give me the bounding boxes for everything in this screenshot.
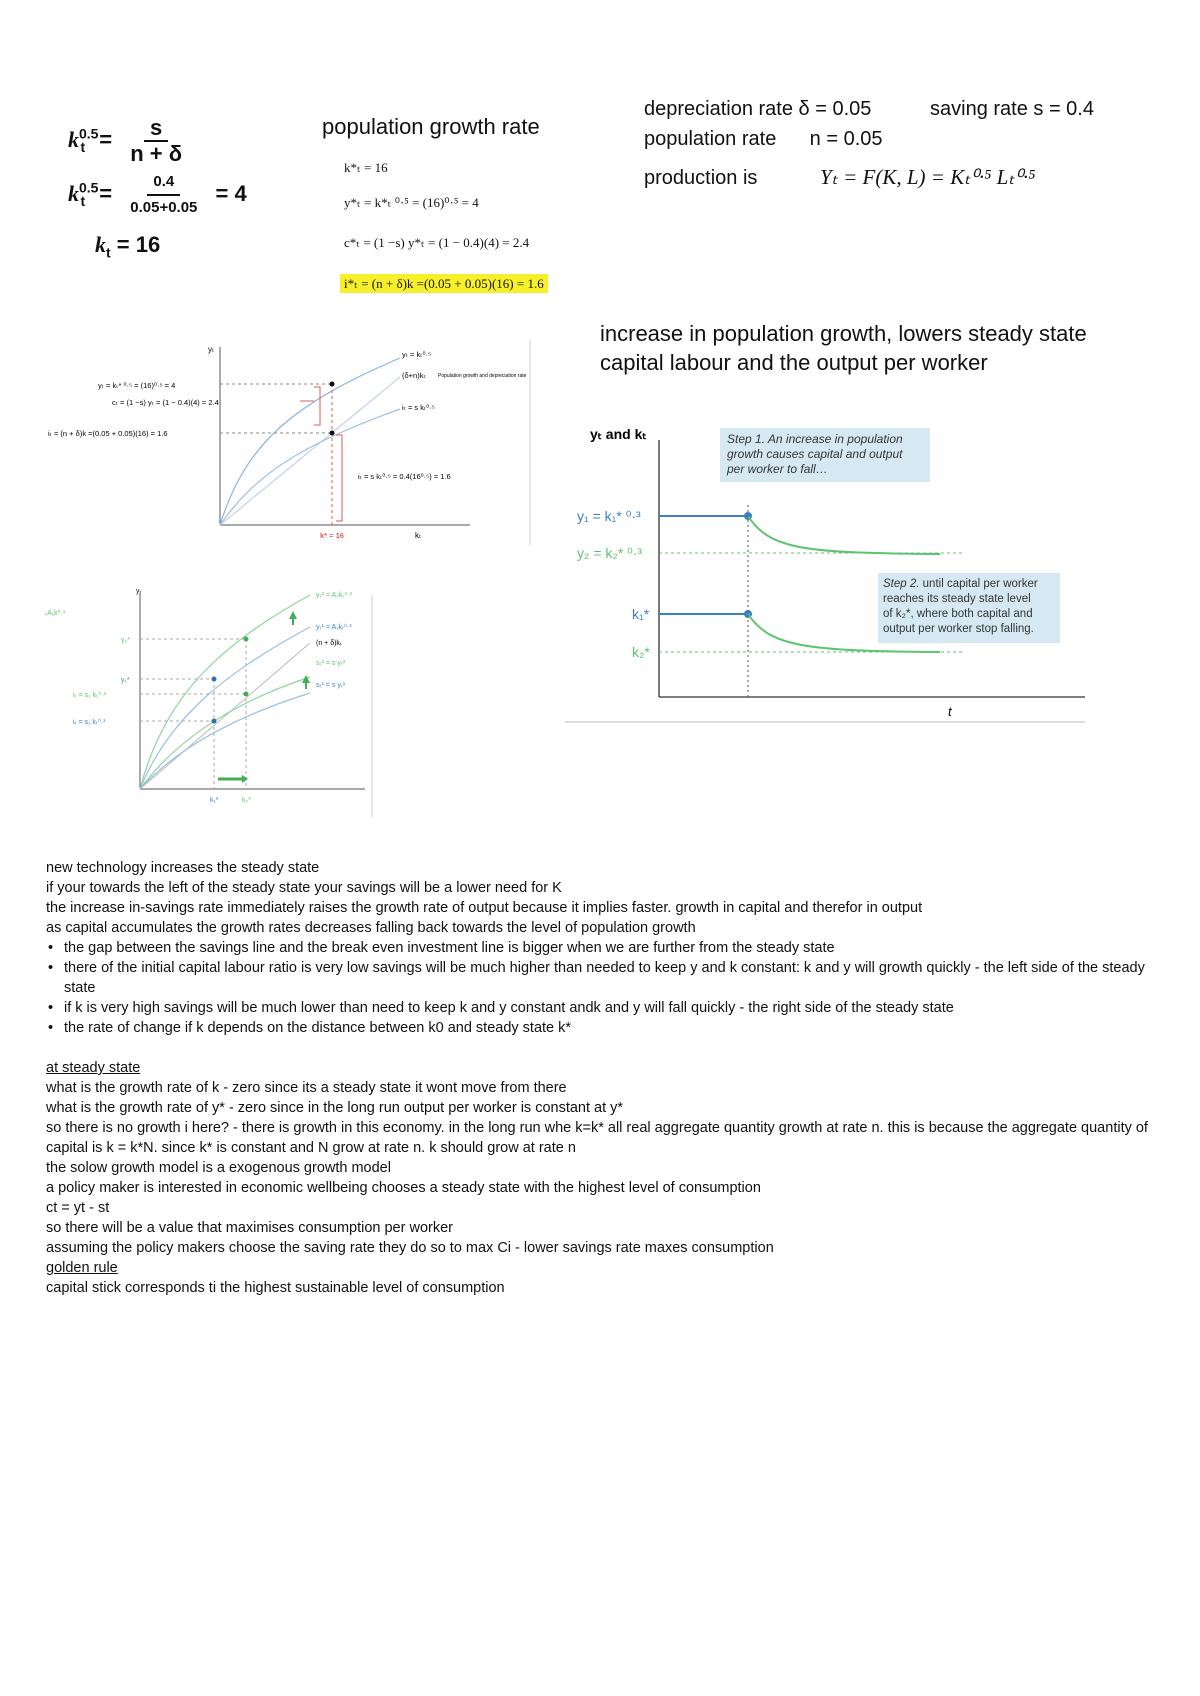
- i1-label: iₜ = s₁ kₜ⁰·³: [73, 719, 106, 726]
- i2-point: [244, 692, 249, 697]
- step2-line4: output per worker stop falling.: [883, 623, 1034, 635]
- k-symbol: k: [68, 126, 79, 152]
- k-symbol: k: [68, 180, 79, 206]
- denominator: 0.05+0.05: [130, 199, 198, 216]
- depreciation-line-label: (δ+n)kₜ: [402, 371, 426, 380]
- investment-annotation: iₜ = s kₜ⁰·⁵ = 0.4(16⁰·⁵) = 1.6: [358, 472, 451, 481]
- heading-golden-rule: golden rule: [46, 1260, 118, 1276]
- left-margin-label: ₜA₁k⁰·³: [45, 610, 66, 617]
- saving-rate: saving rate s = 0.4: [930, 98, 1094, 120]
- y2-curve-label: yₜ² = A₂kₜ⁰·³: [316, 592, 352, 599]
- value: = 16: [110, 232, 161, 257]
- note-line: capital stick corresponds ti the highest sustainable level of consumption: [46, 1280, 505, 1296]
- step1-title: Step 1.: [727, 432, 766, 446]
- population-effect-heading-line1: increase in population growth, lowers steady state: [600, 321, 1087, 346]
- y1-point: [212, 677, 217, 682]
- bullet-item: • the gap between the savings line and the break even investment line is bigger when we are further from the steady state: [64, 938, 1156, 958]
- numerator: s: [144, 116, 168, 142]
- i-star-value: [340, 276, 548, 292]
- depreciation-line: [220, 377, 400, 525]
- output-curve-label: yₜ = kₜ⁰·⁵: [402, 350, 432, 359]
- y-shift-arrow: [289, 611, 297, 619]
- depreciation-line: [140, 643, 310, 789]
- production-function: Yₜ = F(K, L) = Kₜ⁰·⁵ Lₜ⁰·⁵: [820, 165, 1036, 189]
- step1-line3: per worker to fall…: [727, 462, 828, 476]
- fraction-s-over-n-delta: [124, 116, 188, 166]
- heading-at-steady-state: at steady state: [46, 1060, 141, 1076]
- y-star-value: y*ₜ = k*ₜ ⁰·⁵ = (16)⁰·⁵ = 4: [344, 195, 479, 210]
- y2-star-label: y₂*: [121, 637, 130, 644]
- saving-curve: [220, 409, 400, 525]
- depreciation-note: Population growth and depreciation rate: [438, 373, 527, 379]
- s1-curve-label: sₜ¹ = s yₜ¹: [316, 682, 346, 689]
- k2-label: k₂*: [632, 644, 650, 660]
- subscript: t: [80, 139, 86, 156]
- k1-label: k₁*: [210, 797, 219, 804]
- i2-label: iₜ = s₂ kₜ⁰·³: [73, 692, 106, 699]
- note-line: the increase in-savings rate immediately raises the growth rate of output because it implies faster. growth in capital and therefor in output: [46, 900, 923, 916]
- step1-line2: growth causes capital and output: [727, 447, 903, 461]
- note-line: as capital accumulates the growth rates decreases falling back towards the level of population growth: [46, 920, 696, 936]
- note-line: if your towards the left of the steady state your savings will be a lower need for K: [46, 880, 562, 896]
- note-line: a policy maker is interested in economic wellbeing chooses a steady state with the highest level of consumption: [46, 1180, 761, 1196]
- note-line: what is the growth rate of k - zero since its a steady state it wont move from there: [46, 1080, 567, 1096]
- result: = 4: [215, 180, 247, 206]
- steady-state-formula: $k^{0.5}_t$ = $\frac{s}{n + \delta}$: [68, 116, 194, 166]
- note-line: assuming the policy makers choose the saving rate they do so to max Ci - lower savings rate maxes consumption: [46, 1240, 774, 1256]
- bullet-item: • there of the initial capital labour ratio is very low savings will be much higher than needed to keep y and k constant: k and y will growth quickly - the left side of the steady state: [64, 958, 1156, 998]
- bullet-item: • if k is very high savings will be much lower than need to keep k and y constant andk and y will fall quickly - the right side of the steady state: [64, 998, 1156, 1018]
- s2-curve-label: sₜ² = s yₜ²: [316, 660, 346, 667]
- y1-curve-label: yₜ¹ = A₁kₜ⁰·³: [316, 624, 352, 631]
- x-axis-label: kₜ: [415, 531, 422, 540]
- k2-label: k₂*: [242, 797, 251, 804]
- step2-line3: of k₂*, where both capital and: [883, 608, 1033, 620]
- y1-star-label: y₁*: [121, 677, 130, 684]
- numerator: 0.4: [147, 170, 180, 196]
- denominator: n + δ: [130, 141, 183, 166]
- highlighted-investment: i*ₜ = (n + δ)k =(0.05 + 0.05)(16) = 1.6: [340, 274, 548, 293]
- x-axis-label: t: [948, 704, 952, 719]
- y-axis-label: yₜ and kₜ: [590, 426, 647, 442]
- step2-line1: until capital per worker: [922, 578, 1038, 590]
- k-equals-16: [95, 232, 160, 260]
- y-transition-curve: [748, 516, 940, 554]
- population-effect-heading-line2: capital labour and the output per worker: [600, 350, 988, 375]
- s1-curve: [140, 693, 310, 789]
- i-star-point: [330, 431, 335, 436]
- population-rate: population rate n = 0.05: [644, 128, 883, 150]
- left-c-label: cₜ = (1 −s) yₜ = (1 − 0.4)(4) = 2.4: [112, 398, 219, 407]
- k-shift-arrowhead: [242, 775, 248, 783]
- saving-curve-label: iₜ = s kₜ⁰·⁵: [402, 403, 435, 412]
- investment-bracket: [336, 435, 342, 521]
- note-line: so there will be a value that maximises consumption per worker: [46, 1220, 453, 1236]
- left-i-label: iₜ = (n + δ)k =(0.05 + 0.05)(16) = 1.6: [48, 429, 168, 438]
- y-axis-label: yₜ: [136, 588, 142, 595]
- k-star-value: k*ₜ = 16: [344, 160, 388, 175]
- subscript: t: [80, 193, 86, 210]
- k1-label: k₁*: [632, 606, 650, 622]
- depreciation-rate: depreciation rate δ = 0.05: [644, 98, 872, 120]
- y2-point: [244, 637, 249, 642]
- k-star-label: k* = 16: [320, 531, 344, 540]
- y1-label: y₁ = k₁* ⁰·³: [577, 508, 641, 524]
- step2-title: Step 2.: [883, 578, 920, 590]
- bullet-item: • the rate of change if k depends on the distance between k0 and steady state k*: [64, 1018, 1156, 1038]
- steady-state-numeric: $k^{0.5}_t$ = $\frac{0.4}{0.05+0.05}$ = 4: [68, 170, 247, 220]
- depreciation-line-label: (n + δ)kₜ: [316, 640, 342, 647]
- fraction-numeric: [124, 170, 203, 220]
- note-line: what is the growth rate of y* - zero since in the long run output per worker is constant at y*: [46, 1100, 624, 1116]
- note-line: so there is no growth i here? - there is growth in this economy. in the long run whe k=k* all real aggregate quantity growth at rate n. this is because the aggregate quantity of capital is k = k*N. since k* is constant and N grow at rate n. k should grow at rate n: [46, 1120, 1148, 1156]
- exponent: 0.5: [79, 125, 99, 142]
- subscript: t: [106, 244, 111, 261]
- y-axis-label: yₜ: [208, 345, 215, 354]
- production-label: production is: [644, 167, 758, 189]
- notes-section: [46, 858, 1156, 1298]
- notes-bullet-list: [46, 938, 1156, 1038]
- population-growth-heading: population growth rate: [322, 114, 540, 139]
- exponent: 0.5: [79, 179, 99, 196]
- output-curve: [220, 358, 400, 525]
- i1-point: [212, 719, 217, 724]
- k-symbol: k: [95, 232, 106, 257]
- population-transition-chart: [565, 415, 1095, 730]
- consumption-bracket: [314, 387, 320, 425]
- y-star-point: [330, 382, 335, 387]
- solow-steady-state-chart: [40, 335, 570, 550]
- note-line: new technology increases the steady state: [46, 860, 320, 876]
- left-y-label: yₜ = kₜ* ⁰·⁵ = (16)⁰·⁵ = 4: [98, 381, 176, 390]
- y2-label: y₂ = k₂* ⁰·³: [577, 545, 643, 561]
- step2-line2: reaches its steady state level: [883, 593, 1031, 605]
- c-star-value: c*ₜ = (1 −s) y*ₜ = (1 − 0.4)(4) = 2.4: [344, 235, 530, 250]
- technology-savings-chart: [40, 585, 400, 820]
- step1-line1: An increase in population: [767, 432, 903, 446]
- note-line: ct = yt - st: [46, 1200, 110, 1216]
- note-line: the solow growth model is a exogenous growth model: [46, 1160, 391, 1176]
